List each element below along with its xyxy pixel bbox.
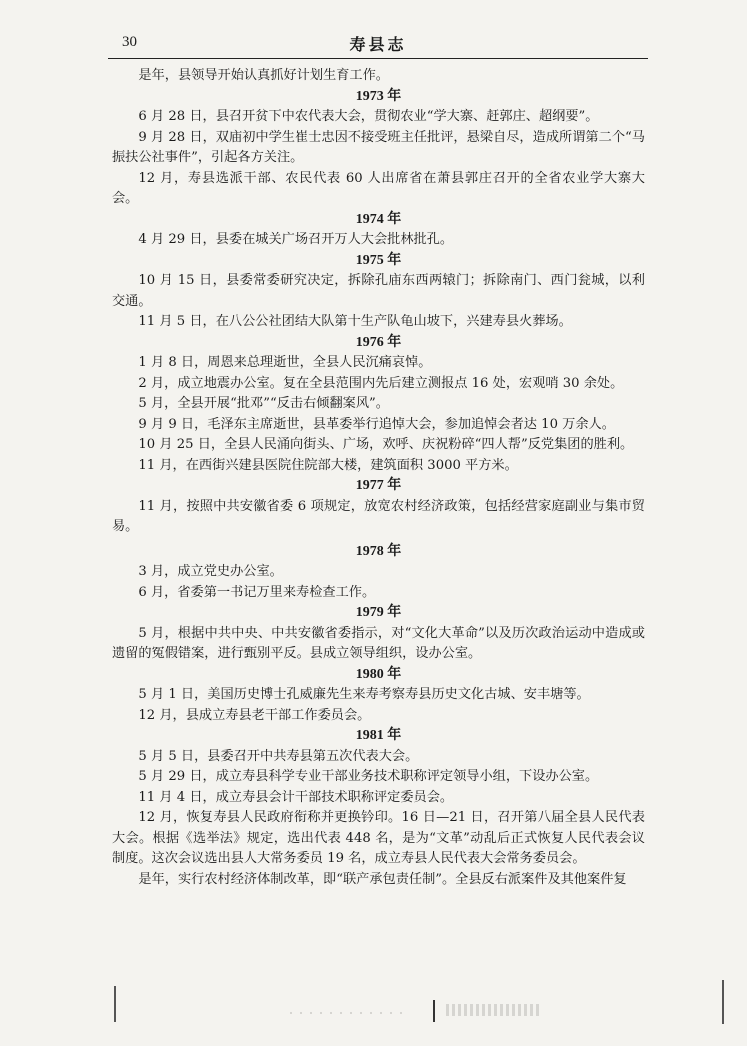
entry-paragraph: 11 月，在西街兴建县医院住院部大楼，建筑面积 3000 平方米。 [138,457,518,473]
entry-paragraph: 是年，实行农村经济体制改革，即“联产承包责任制”。全县反右派案件及其他案件复 [138,871,627,887]
entry-paragraph: 2 月，成立地震办公室。复在全县范围内先后建立测报点 16 处，宏观哨 30 余处。 [138,375,624,391]
entry-paragraph: 5 月 5 日，县委召开中共寿县第五次代表大会。 [138,748,419,764]
entry-paragraph: 5 月 29 日，成立寿县科学专业干部业务技术职称评定领导小组，下设办公室。 [138,769,599,784]
scan-smudge [446,1004,542,1016]
entry-paragraph: 5 月，根据中共中央、中共安徽省委指示，对“文化大革命”以及历次政治运动中造成或遗留的冤假错案，进行甄别平反。县成立领导组织，设办公室。 [112,625,645,661]
entry-paragraph: 5 月，全县开展“批邓”“反击右倾翻案风”。 [138,396,389,411]
year-heading: 1981 年 [355,728,402,743]
entry-paragraph: 9 月 28 日，双庙初中学生崔士忠因不接受班主任批评，悬梁自尽，造成所谓第二个“马振扶公社事件”，引起各方关注。 [112,129,645,165]
entry-paragraph: 4 月 29 日，县委在城关广场召开万人大会批林批孔。 [138,232,454,247]
entry-paragraph: 11 月 5 日，在八公公社团结大队第十生产队龟山坡下，兴建寿县火葬场。 [138,314,572,329]
entry-paragraph: 12 月，寿县选派干部、农民代表 60 人出席省在萧县郭庄召开的全省农业学大寨大会。 [112,170,645,206]
entry-paragraph: 10 月 25 日，全县人民涌向街头、广场，欢呼、庆祝粉碎“四人帮”反党集团的胜利。 [138,437,634,452]
running-title: 寿县志 [349,35,407,54]
page-header [108,32,648,54]
scan-noise [290,1012,410,1014]
year-heading: 1977 年 [355,478,402,493]
entry-paragraph: 12 月，恢复寿县人民政府衔称并更换钤印。16 日—21 日，召开第八届全县人民代表大会。根据《选举法》规定，选出代表 448 名，是为“文革”动乱后正式恢复人民代表会议制度。这次会议选出县人大常务委员 19 名，成立寿县人民代表大会常务委员会。 [112,810,645,866]
entry-paragraph: 9 月 9 日，毛泽东主席逝世，县革委举行追悼大会，参加追悼会者达 10 万余人。 [138,416,615,432]
page-number: 30 [122,34,137,50]
year-heading: 1978 年 [355,543,402,559]
entry-paragraph: 12 月，县成立寿县老干部工作委员会。 [138,707,371,723]
header-rule [108,58,648,59]
entry-paragraph: 3 月，成立党史办公室。 [138,564,283,579]
year-heading: 1976 年 [355,334,402,350]
scan-edge-mark [114,986,116,1022]
entry-paragraph: 5 月 1 日，美国历史博士孔威廉先生来寿考察寿县历史文化古城、安丰塘等。 [138,687,590,702]
scan-edge-mark [722,980,724,1024]
entry-paragraph: 6 月 28 日，县召开贫下中农代表大会，贯彻农业“学大寨、赶郭庄、超纲要”。 [138,109,599,124]
year-heading: 1973 年 [355,88,402,104]
scan-edge-mark [433,1000,435,1022]
year-heading: 1975 年 [355,252,402,268]
entry-paragraph: 是年，县领导开始认真抓好计划生育工作。 [138,68,389,83]
year-heading: 1980 年 [355,666,402,682]
entry-paragraph: 11 月，按照中共安徽省委 6 项规定，放宽农村经济政策，包括经营家庭副业与集市贸易。 [112,498,645,534]
year-heading: 1979 年 [355,605,402,620]
entry-paragraph: 11 月 4 日，成立寿县会计干部技术职称评定委员会。 [138,789,454,805]
chronicle-body [112,66,645,890]
entry-paragraph: 6 月，省委第一书记万里来寿检查工作。 [138,584,376,600]
entry-paragraph: 1 月 8 日，周恩来总理逝世，全县人民沉痛哀悼。 [138,355,432,370]
year-heading: 1974 年 [355,211,402,227]
entry-paragraph: 10 月 15 日，县委常委研究决定，拆除孔庙东西两辕门；拆除南门、西门瓮城，以利交通。 [112,273,645,309]
